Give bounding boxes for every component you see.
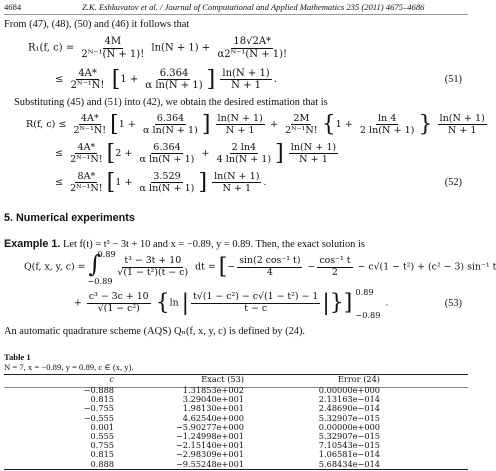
table-row: −0.555 4.62540e+000 5.32907e−015 <box>83 412 380 423</box>
table-row: 0.888 −9.55248e+001 5.68434e−014 <box>90 458 380 469</box>
eq53-line1: Q(f, x, y, c) = ∫ 0.89 −0.89 $\frac{\text{t³ − 3t + 10}}{\text{√(1 − t²)(t − c)}}$ dt = [− $\frac{\text{sin(2 cos⁻¹ t)}}{4}$ − $\frac{\text{cos⁻¹ t}}{2}$ − c√(1 − t²) + (c² − 3) sin⁻¹ t <box>24 249 496 286</box>
table-row: −0.755 1.98130e+001 2.48690e−014 <box>83 403 380 414</box>
section-heading: 5. Numerical experiments <box>4 212 135 224</box>
example-label: Example 1. <box>4 238 61 250</box>
eq51-frac2: $\frac{18√2A*}{\text{α2ᴺ⁻¹(N + 1)!}}$ <box>217 36 288 60</box>
from-line: From (47), (48), (50) and (46) it follows that <box>4 19 190 30</box>
example-text: Let f(t) = t³ − 3t + 10 and x = −0.89, y = 0.89. Then, the exact solution is <box>63 239 365 250</box>
col-exact: Exact (53) <box>201 374 244 385</box>
table-row: 0.815 3.29040e+001 2.13163e−014 <box>90 394 380 405</box>
journal-citation: Z.K. Eshkuvatov et al. / Journal of Computational and Applied Mathematics 235 (2011) 4675–4686 <box>82 2 425 12</box>
eq52-line1: R(f, c) ≤ $\frac{4A*}{\text{2ᴺ⁻¹N!}}$ [1 + $\frac{6.364}{\text{α ln(N + 1)}}$ ] $\frac{\ln(N + 1)}{N + 1}$ + $\frac{2M}{\text{2ᴺ⁻¹N!}}$ {1 + $\frac{\ln 4}{2 \ln(N + 1)}$ } $\frac{\ln(N + 1)}{N + 1}$ <box>26 112 485 137</box>
aqs-line: An automatic quadrature scheme (AQS) Qₙ(f, x, y, c) is defined by (24). <box>4 326 306 337</box>
eq52-line2: ≤ $\frac{4A*}{\text{2ᴺ⁻¹N!}}$ [2 + $\frac{6.364}{\text{α ln(N + 1)}}$ + $\frac{2 \ln 4}{4 \ln(N + 1)}$ ] $\frac{\ln(N + 1)}{N + 1}$ <box>55 141 337 166</box>
eq53-line2: + $\frac{\text{c³ − 3c + 10}}{\text{√(1 − c²)}}$ {ln | $\frac{\text{t√(1 − c²) − c√(1 − t²) − 1}}{t - c}$ |}] 0.89 −0.89 . <box>74 287 389 320</box>
table-row: 0.815 −2.98309e+001 1.06581e−014 <box>90 449 380 460</box>
eval-bounds: 0.89 −0.89 <box>355 287 381 320</box>
table-row: 0.001 −5.90277e+000 0.00000e+000 <box>90 421 380 432</box>
table-bottom-rule <box>4 469 468 470</box>
col-error: Error (24) <box>337 374 380 385</box>
page-number: 4684 <box>4 2 22 12</box>
integral-sign: ∫ 0.89 −0.89 <box>87 249 116 286</box>
eq51-frac1: $\frac{4M}{\text{2ᴺ⁻¹(N + 1)!}}$ <box>81 36 145 60</box>
col-c: c <box>109 374 114 385</box>
eq51-line2: ≤ $\frac{4A*}{\text{2ᴺ⁻¹N!}}$ [1 + $\frac{6.364}{\text{α ln(N + 1)}}$ ] $\frac{\ln(N + 1)}{N + 1}$ . <box>55 67 277 92</box>
eq51-number: (51) <box>444 74 462 85</box>
table-caption: N = 7, x = −0.89, y = 0.89, c ∈ (x, y). <box>4 362 134 372</box>
eq51-lhs: R₁(f, c) = <box>28 42 75 54</box>
eq51-line1 <box>28 36 291 60</box>
table-row: −0.888 1.31853e+002 0.00000e+000 <box>83 385 380 395</box>
substituting-line: Substituting (45) and (51) into (42), we obtain the desired estimation that is <box>14 97 328 108</box>
results-table <box>4 374 468 469</box>
table-row: 0.755 −2.15140e+001 7.10543e−015 <box>90 440 380 451</box>
example-1 <box>4 238 365 250</box>
eq52-line3: ≤ $\frac{8A*}{\text{2ᴺ⁻¹N!}}$ [1 + $\frac{3.529}{\text{α ln(N + 1)}}$ ] $\frac{\ln(N + 1)}{N + 1}$ . <box>55 170 267 195</box>
running-header <box>4 2 468 15</box>
table-title: Table 1 <box>4 352 31 362</box>
table-row: 0.555 −1.24998e+001 5.32907e−015 <box>90 431 380 442</box>
eq51-tail: ln(N + 1) + <box>151 42 211 54</box>
eq52-number: (52) <box>444 177 462 188</box>
eq53-number: (53) <box>444 298 462 309</box>
